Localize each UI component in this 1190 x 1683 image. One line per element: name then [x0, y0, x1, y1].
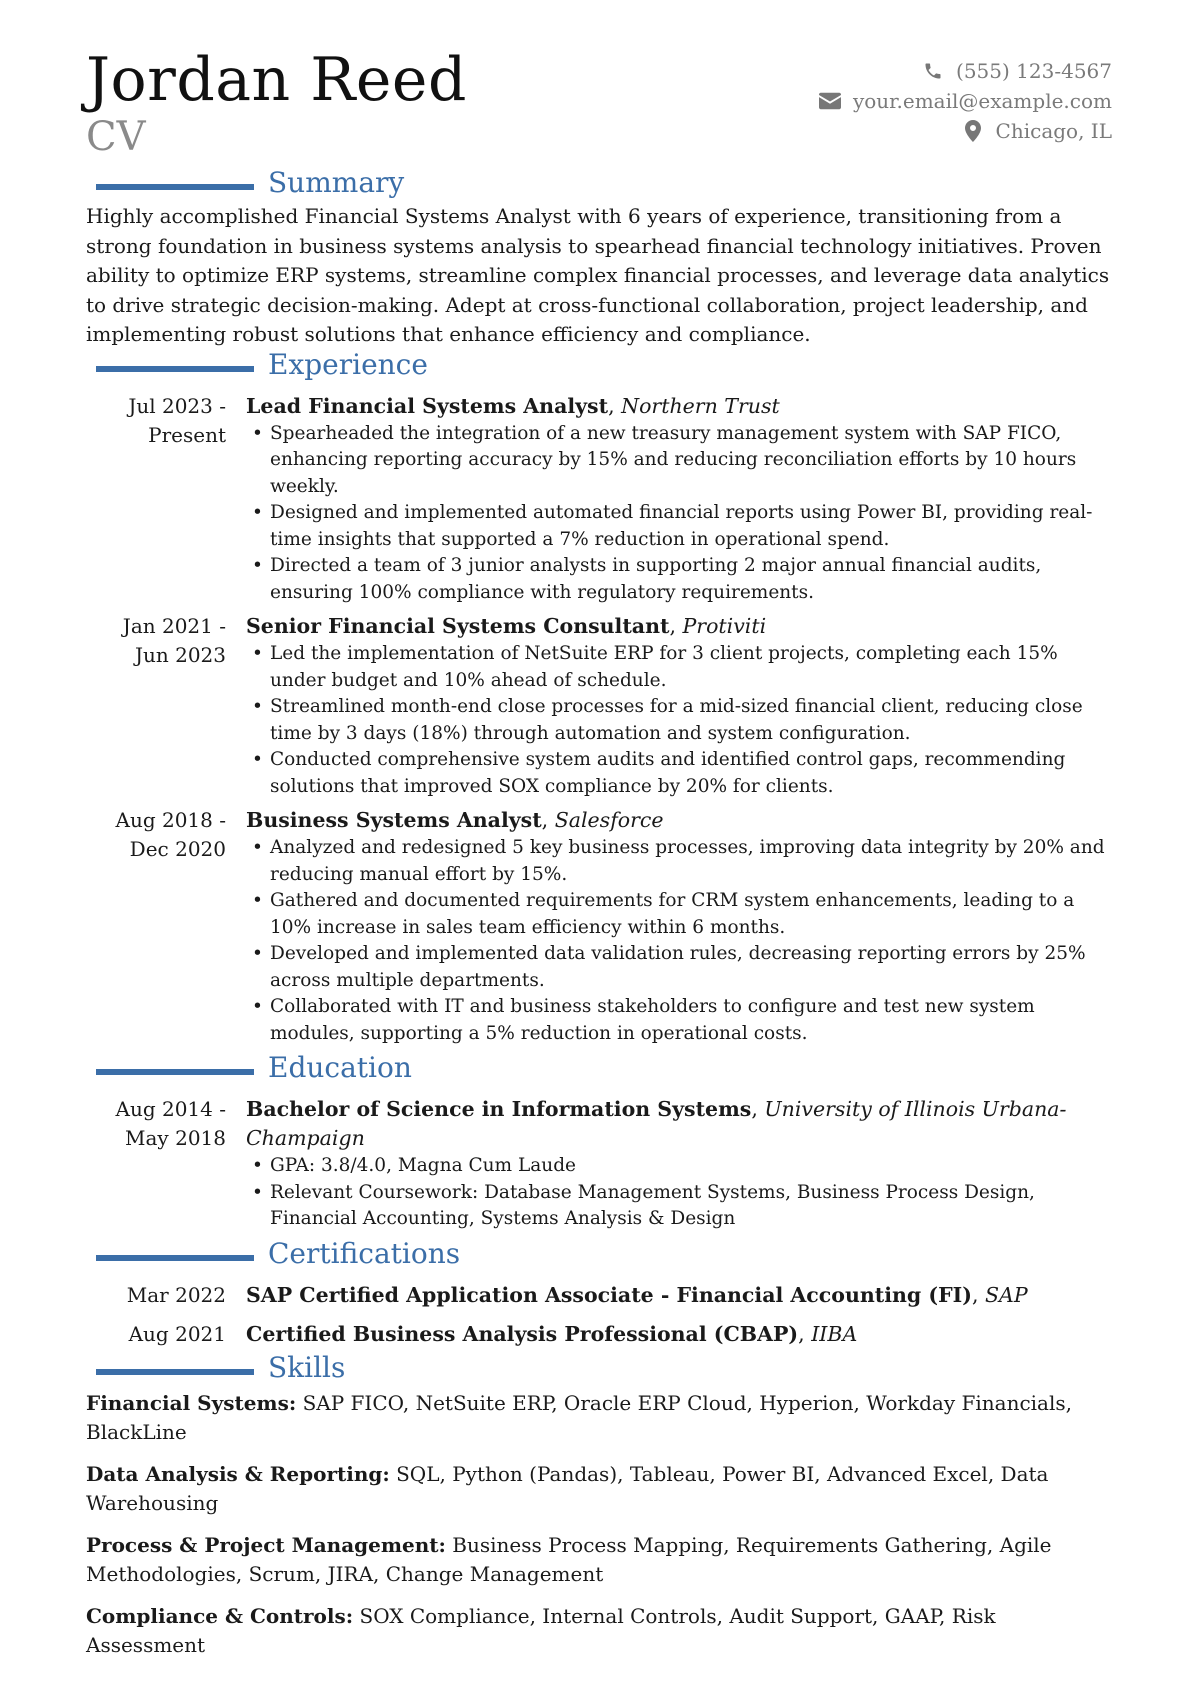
certification-name: Certified Business Analysis Professional (CBAP) [246, 1321, 799, 1346]
skill-row [86, 1460, 1112, 1518]
skill-category: Financial Systems: [86, 1390, 297, 1415]
issuer: SAP [984, 1282, 1028, 1307]
phone-text[interactable]: (555) 123-4567 [956, 59, 1112, 83]
job-title: Business Systems Analyst [246, 808, 542, 832]
list-item: • Analyzed and redesigned 5 key business processes, improving data integrity by 20% and reducing manual effort by 15%. [246, 835, 1112, 888]
map-pin-icon [962, 120, 984, 142]
summary-text: Highly accomplished Financial Systems Analyst with 6 years of experience, transitioning from a strong foundation in business systems analysis to spearhead financial technology initiatives. Proven ability to optimize ERP systems, streamline complex financial processes, and leverage data analytics to drive strategic decision-making. Adept at cross-functional collaboration, project leadership, and implementing robust solutions that enhance efficiency and compliance. [86, 204, 1110, 346]
job-title: Lead Financial Systems Analyst [246, 393, 609, 418]
section-accent-bar [96, 1255, 254, 1261]
resume-header [86, 46, 1112, 164]
employer: Salesforce [554, 808, 664, 832]
list-item: • Collaborated with IT and business stakeholders to configure and test new system modules, supporting a 5% reduction in operational costs. [246, 994, 1112, 1047]
employer: Northern Trust [621, 393, 780, 418]
entry-date: Mar 2022 [126, 1282, 226, 1307]
section-title: Experience [268, 347, 428, 381]
experience-entry [86, 612, 1112, 800]
entry-date: Jul 2023 - Present [128, 393, 226, 447]
certification-entry [86, 1277, 1112, 1314]
skill-row [86, 1531, 1112, 1589]
skill-list: SOX Compliance, Internal Controls, Audit Support, GAAP, Risk Assessment [86, 1603, 996, 1657]
entry-title: Lead Financial Systems Analyst, Northern Trust [246, 393, 780, 418]
experience-entry [86, 806, 1112, 1047]
skill-list: Business Process Mapping, Requirements Gathering, Agile Methodologies, Scrum, JIRA, Change Management [86, 1532, 1052, 1586]
skill-list: SQL, Python (Pandas), Tableau, Power BI, Advanced Excel, Data Warehousing [86, 1461, 1049, 1515]
section-title: Skills [268, 1350, 346, 1384]
entry-title: SAP Certified Application Associate - Financial Accounting (FI), SAP [246, 1282, 1028, 1307]
contact-phone-row [819, 56, 1112, 86]
section-accent-bar [96, 1069, 254, 1075]
entry-date: Jan 2021 - Jun 2023 [122, 614, 226, 667]
section-title: Certifications [268, 1236, 461, 1270]
contact-info [819, 56, 1112, 146]
list-item: • GPA: 3.8/4.0, Magna Cum Laude [246, 1153, 1112, 1180]
list-item: • Developed and implemented data validation rules, decreasing reporting errors by 25% across multiple departments. [246, 941, 1112, 994]
entry-title: Business Systems Analyst, Salesforce [246, 808, 664, 832]
certification-name: SAP Certified Application Associate - Financial Accounting (FI) [246, 1282, 972, 1307]
entry-title: Bachelor of Science in Information Systems, University of Illinois Urbana-Champaign [246, 1097, 1067, 1150]
bullet-list [246, 421, 1112, 607]
section-accent-bar [96, 366, 254, 372]
employer: Protiviti [682, 614, 767, 638]
bullet-list [246, 641, 1112, 800]
skill-list: SAP FICO, NetSuite ERP, Oracle ERP Cloud, Hyperion, Workday Financials, BlackLine [86, 1390, 1072, 1444]
bullet-list [246, 1153, 1112, 1233]
skill-row [86, 1389, 1112, 1447]
experience-entry [86, 392, 1112, 607]
list-item: • Relevant Coursework: Database Management Systems, Business Process Design, Financial Accounting, Systems Analysis & Design [246, 1180, 1112, 1233]
skill-category: Compliance & Controls: [86, 1603, 354, 1628]
list-item: • Led the implementation of NetSuite ERP for 3 client projects, completing each 15% under budget and 10% ahead of schedule. [246, 641, 1112, 694]
list-item: • Streamlined month-end close processes for a mid-sized financial client, reducing close time by 3 days (18%) through automation and system configuration. [246, 694, 1112, 747]
section-header-experience [86, 347, 1112, 386]
contact-email-row [819, 86, 1112, 116]
section-header-certifications [86, 1236, 1112, 1275]
section-accent-bar [96, 184, 254, 190]
bullet-list [246, 835, 1112, 1047]
certification-entry [86, 1316, 1112, 1353]
entry-date: Aug 2021 [128, 1321, 226, 1346]
section-header-summary [86, 166, 1112, 204]
email-link[interactable]: your.email@example.com [852, 89, 1112, 113]
list-item: • Designed and implemented automated financial reports using Power BI, providing real-time insights that supported a 7% reduction in operational spend. [246, 500, 1112, 553]
entry-title: Certified Business Analysis Professional (CBAP), IIBA [246, 1321, 858, 1346]
entry-title: Senior Financial Systems Consultant, Protiviti [246, 614, 767, 638]
skill-row [86, 1602, 1112, 1660]
entry-date: Aug 2014 - May 2018 [115, 1097, 226, 1150]
section-title: Summary [268, 166, 405, 199]
section-accent-bar [96, 1369, 254, 1375]
document-subtitle: CV [86, 114, 146, 160]
envelope-icon [819, 90, 841, 112]
list-item: • Directed a team of 3 junior analysts in supporting 2 major annual financial audits, ensuring 100% compliance with regulatory requirements. [246, 553, 1112, 606]
section-title: Education [268, 1051, 412, 1084]
institution: University of Illinois Urbana-Champaign [246, 1097, 1067, 1150]
job-title: Senior Financial Systems Consultant [246, 614, 670, 638]
skill-category: Process & Project Management: [86, 1532, 446, 1557]
list-item: • Conducted comprehensive system audits and identified control gaps, recommending solutions that improved SOX compliance by 20% for clients. [246, 747, 1112, 800]
education-entry [86, 1095, 1112, 1233]
list-item: • Spearheaded the integration of a new treasury management system with SAP FICO, enhancing reporting accuracy by 15% and reducing reconciliation efforts by 10 hours weekly. [246, 421, 1112, 501]
contact-location-row [819, 116, 1112, 146]
degree: Bachelor of Science in Information Systems [246, 1097, 752, 1121]
location-text: Chicago, IL [995, 119, 1112, 143]
issuer: IIBA [811, 1321, 858, 1346]
skill-category: Data Analysis & Reporting: [86, 1461, 390, 1486]
phone-icon [922, 60, 944, 82]
entry-date: Aug 2018 - Dec 2020 [115, 808, 226, 861]
section-header-skills [86, 1350, 1112, 1389]
section-header-education [86, 1051, 1112, 1089]
list-item: • Gathered and documented requirements for CRM system enhancements, leading to a 10% increase in sales team efficiency within 6 months. [246, 888, 1112, 941]
candidate-name: Jordan Reed [86, 45, 467, 115]
